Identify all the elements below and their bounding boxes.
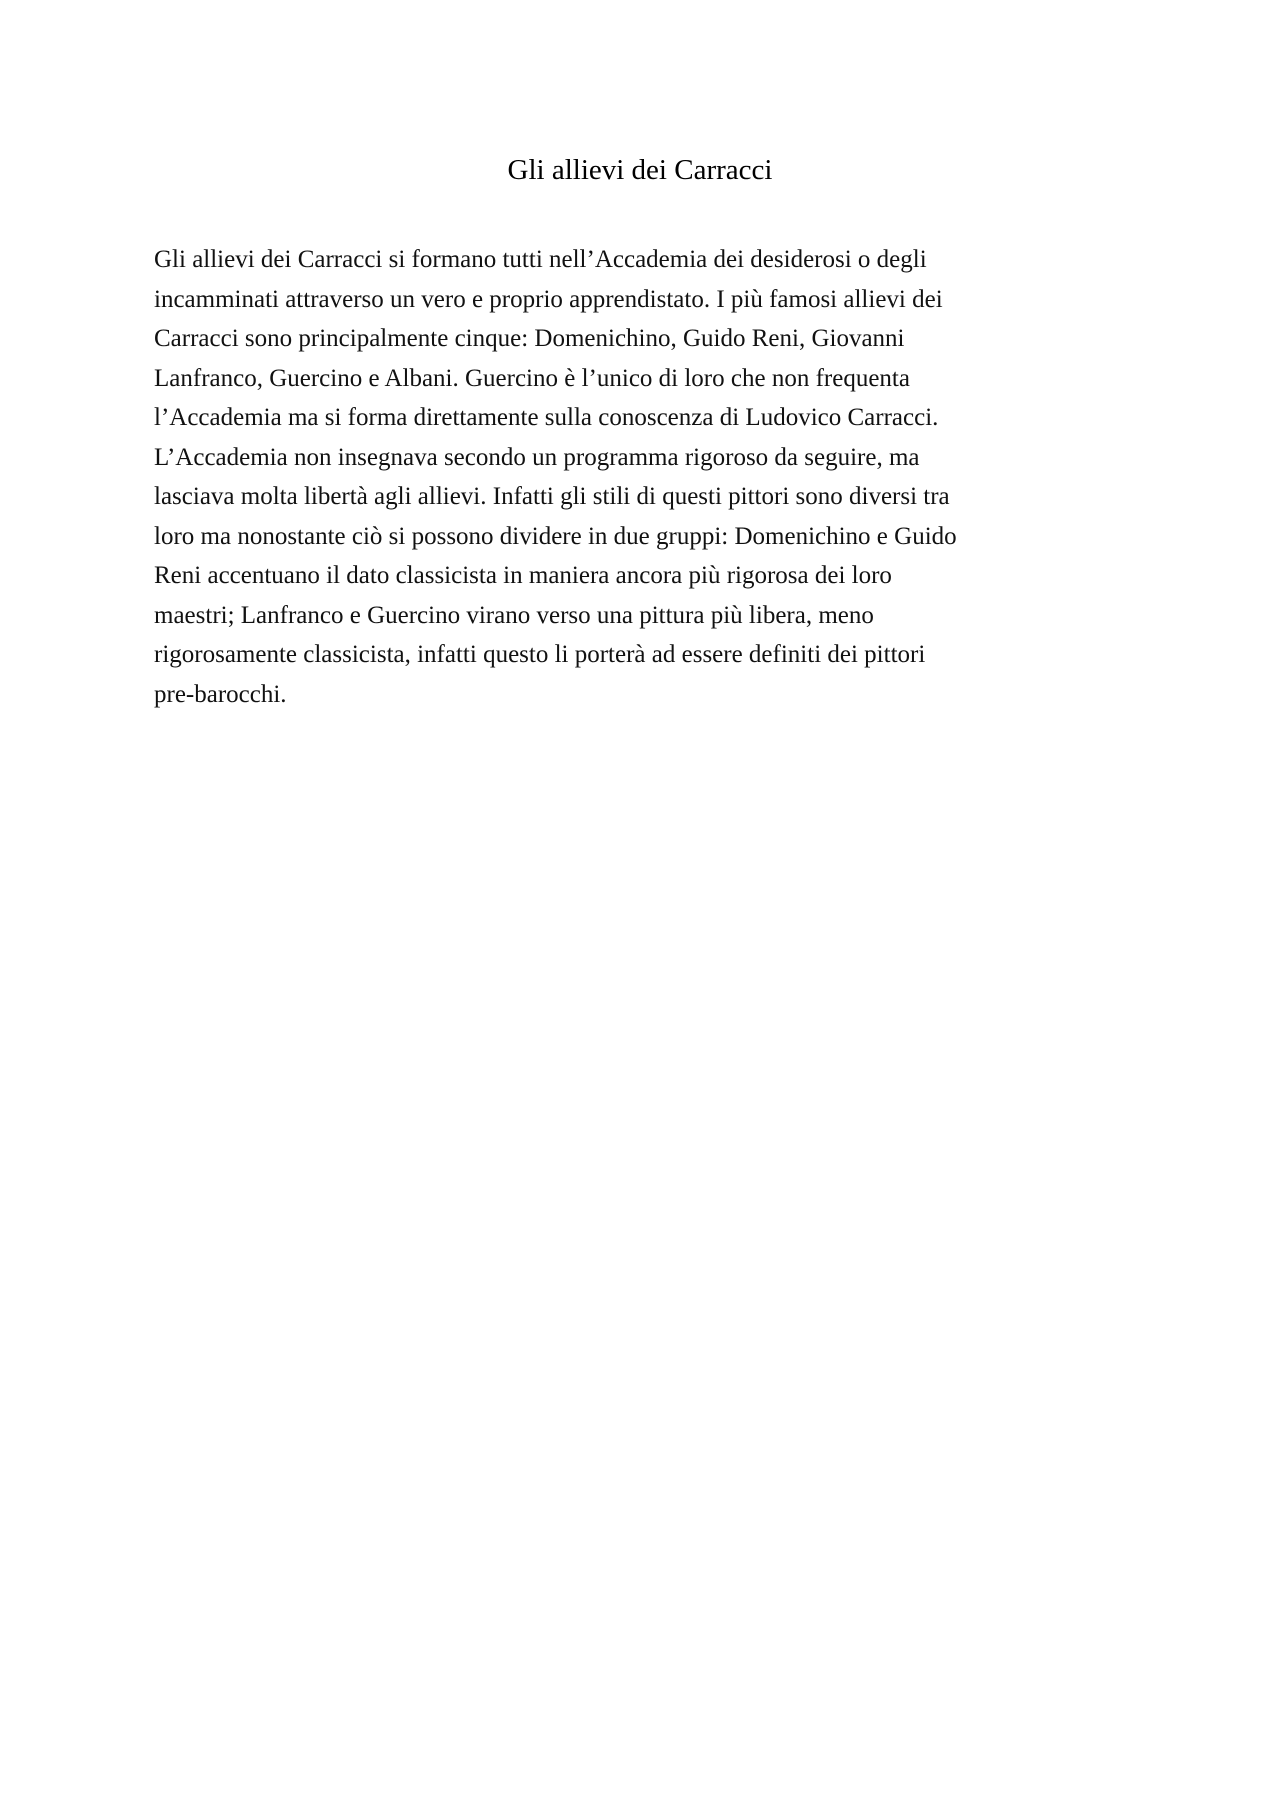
paragraph-line: Lanfranco, Guercino e Albani. Guercino è l’unico di loro che non frequenta — [154, 364, 910, 392]
body-paragraph — [154, 240, 1134, 714]
paragraph-line: maestri; Lanfranco e Guercino virano verso una pittura più libera, meno — [154, 601, 874, 629]
paragraph-line: Carracci sono principalmente cinque: Domenichino, Guido Reni, Giovanni — [154, 325, 905, 352]
paragraph-line: Reni accentuano il dato classicista in maniera ancora più rigorosa dei loro — [154, 562, 892, 589]
paragraph-line: lasciava molta libertà agli allievi. Infatti gli stili di questi pittori sono diversi tra — [154, 483, 950, 510]
paragraph-line: L’Accademia non insegnava secondo un programma rigoroso da seguire, ma — [154, 443, 920, 471]
paragraph-line: rigorosamente classicista, infatti questo li porterà ad essere definiti dei pittori — [154, 641, 926, 668]
paragraph-line: incamminati attraverso un vero e proprio apprendistato. I più famosi allievi dei — [154, 285, 943, 313]
paragraph-line: pre-barocchi. — [154, 680, 287, 708]
page-title: Gli allievi dei Carracci — [507, 154, 773, 186]
paragraph-line: l’Accademia ma si forma direttamente sulla conoscenza di Ludovico Carracci. — [154, 404, 939, 431]
paragraph-line: loro ma nonostante ciò si possono dividere in due gruppi: Domenichino e Guido — [154, 522, 957, 550]
paragraph-line: Gli allievi dei Carracci si formano tutti nell’Accademia dei desiderosi o degli — [154, 246, 927, 273]
